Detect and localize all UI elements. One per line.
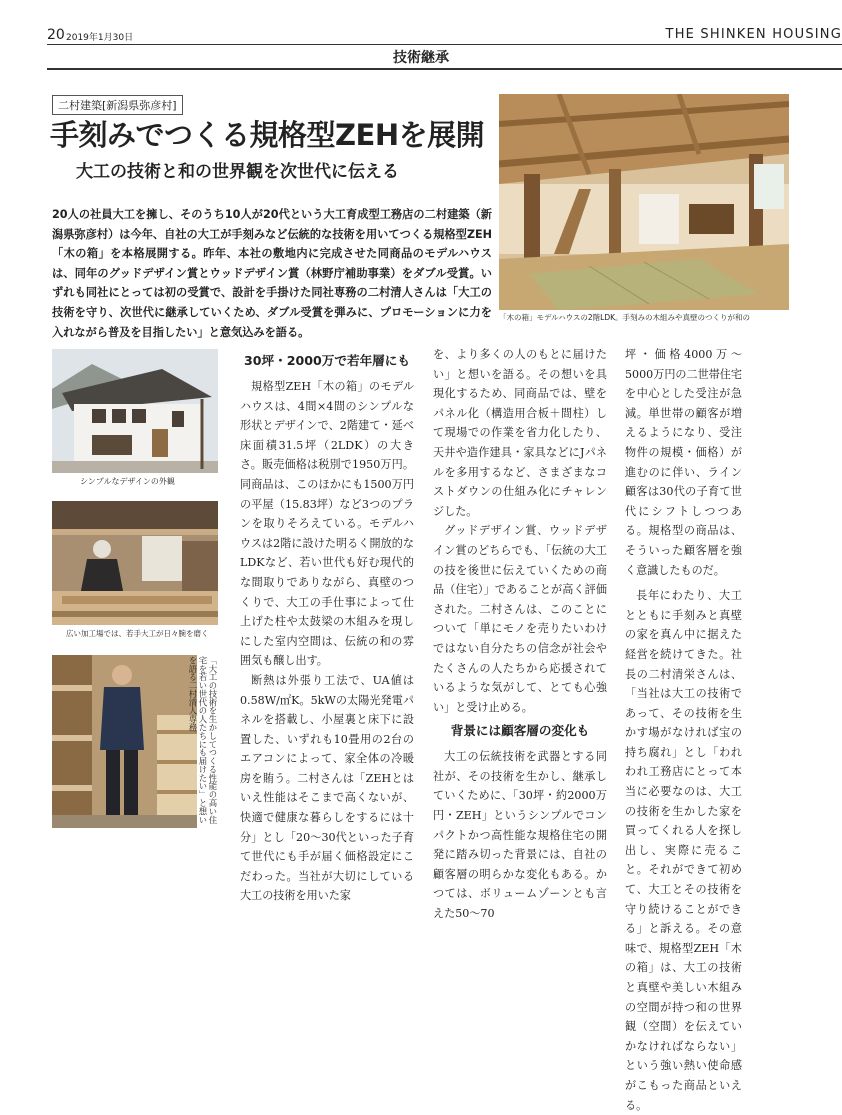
issue-date: 2019年1月30日 [66, 33, 134, 43]
body-column-2 [433, 345, 607, 924]
section-heading-2: 背景には顧客層の変化も [450, 723, 590, 739]
page-number: 20 [47, 27, 65, 43]
body-paragraph: 規格型ZEH「木の箱」のモデルハウスは、4間×4間のシンプルな形状とデザインで、2階建て・延べ床面積31.5坪（2LDK）の大きさ。販売価格は税別で1950万円。同商品は、このほかにも1500万円の平屋（15.83坪）など3つのプランを取りそろえている。モデルハウスは2階に設けた明るく開放的なLDKなど、若い世代も好む現代的な間取りでありながら、真壁のつくりで、大工の手仕事によって仕上げた柱や太鼓梁の木組みを現しにした室内空間は、伝統の和の雰囲気も醸し出す。 [240, 380, 414, 668]
company-tag: 二村建築[新潟県弥彦村] [52, 95, 183, 115]
body-column-3 [625, 345, 742, 1115]
masthead: THE SHINKEN HOUSING [665, 27, 842, 42]
section-title: 技術継承 [393, 50, 449, 66]
lead-paragraph: 20人の社員大工を擁し、そのうち10人が20代という大工育成型工務店の二村建築（新潟県弥彦村）は今年、自社の大工が手刻みなど伝統的な技術を用いてつくる規格型ZEH「木の箱」を本格展開する。昨年、本社の敷地内に完成させた同商品のモデルハウスは、同年のグッドデザイン賞とウッドデザイン賞（林野庁補助事業）をダブル受賞。いずれも同社にとっては初の受賞で、設計を手掛けた同社専務の二村清人さんは「大工の技術を守り、次世代に継承していくため、ダブル受賞を弾みに、プロモーションに力を入れながら普及を目指したい」と意気込みを語る。 [52, 208, 492, 339]
section-heading-1: 30坪・2000万で若年層にも [244, 353, 410, 368]
body-paragraph: 断熱は外張り工法で、UA値は0.58W/㎡K。5kWの太陽光発電パネルを搭載し、小屋裏と床下に設置した、いずれも10畳用の2台のエアコンによって、家全体の冷暖房を賄う。二村さんは「ZEHとはいえ性能はそこまで高くないが、快適で健康な暮らしをするには十分」とし「20～30代といった子育て世代にも手が届く価格設定にこだわった。当社が大切にしている大工の技術を用いた家 [240, 673, 414, 903]
body-paragraph: 坪・価格4000万～5000万円の二世帯住宅を中心とした受注が急減。単世帯の顧客が増えるようになり、受注物件の規模・価格）が進むのに伴い、ライン顧客は30代の子育て世代にシフトしつつある。規格型の商品は、そういった顧客層を強く意識したものだ。 [625, 348, 742, 577]
person-photo [52, 655, 197, 828]
workshop-photo-caption: 広い加工場では、若手大工が日々腕を磨く [66, 629, 209, 638]
body-column-1 [240, 350, 414, 906]
section-rule [47, 68, 842, 70]
house-photo-caption: シンプルなデザインの外観 [80, 477, 175, 486]
body-paragraph: 長年にわたり、大工とともに手刻みと真壁の家を真ん中に据えた経営を続けてきた。社長の二村清栄さんは、「当社は大工の技術であって、その技術を生かす場がなければ宝の持ち腐れ」とし「われわれ工務店にとって本当に必要なのは、大工の技術を生かした家を買ってくれる人を探し出し、実際に売ること。それができて初めて、大工とその技術を守り続けることができる」と訴える。その意味で、規格型ZEH「木の箱」は、大工の技術と真壁や美しい木組みの空間が持つ和の世界観（空間）を伝えていかなければならない」という強い熱い使命感がこもった商品といえる。 [625, 589, 742, 1112]
workshop-photo [52, 501, 218, 625]
headline: 手刻みでつくる規格型ZEHを展開 [50, 118, 485, 152]
main-ldk-photo [499, 94, 789, 310]
person-quote-caption: 「大工の技術を生かしてつくる性能の高い住宅を若い世代の人たちにも届けたい」と想いを語る二村清人専務 [188, 656, 218, 824]
house-exterior-photo [52, 349, 218, 473]
main-photo-caption: 「木の箱」モデルハウスの2階LDK。手刻みの木組みや真壁のつくりが和の [499, 313, 751, 322]
body-paragraph: を、より多くの人のもとに届けたい」と想いを語る。その想いを具現化するため、同商品では、壁をパネル化（構造用合板＋間柱）して現場での作業を省力化したり、天井や造作建具・家具などにJパネルを多用するなど、さまざまなコストダウンの仕組み化にチャレンジした。 [433, 348, 607, 518]
body-paragraph: 大工の伝統技術を武器とする同社が、その技術を生かし、継承していくために、「30坪・約2000万円・ZEH」というシンプルでコンパクトかつ高性能な規格住宅の開発に踏み切った背景には、自社の顧客層の明らかな変化もある。かつては、ボリュームゾーンとも言えた50～70 [433, 750, 607, 921]
subheadline: 大工の技術と和の世界観を次世代に伝える [76, 162, 399, 182]
header-rule [47, 44, 842, 45]
body-paragraph: グッドデザイン賞、ウッドデザイン賞のどちらでも、「伝統の大工の技を後世に伝えていくための商品（住宅）」であることが高く評価された。二村さんは、このことについて「単にモノを売りたいわけではない自分たちの信念が社会やたくさんの人たちから応援されているような気がして、とても心強い」と受け止める。 [433, 524, 607, 714]
